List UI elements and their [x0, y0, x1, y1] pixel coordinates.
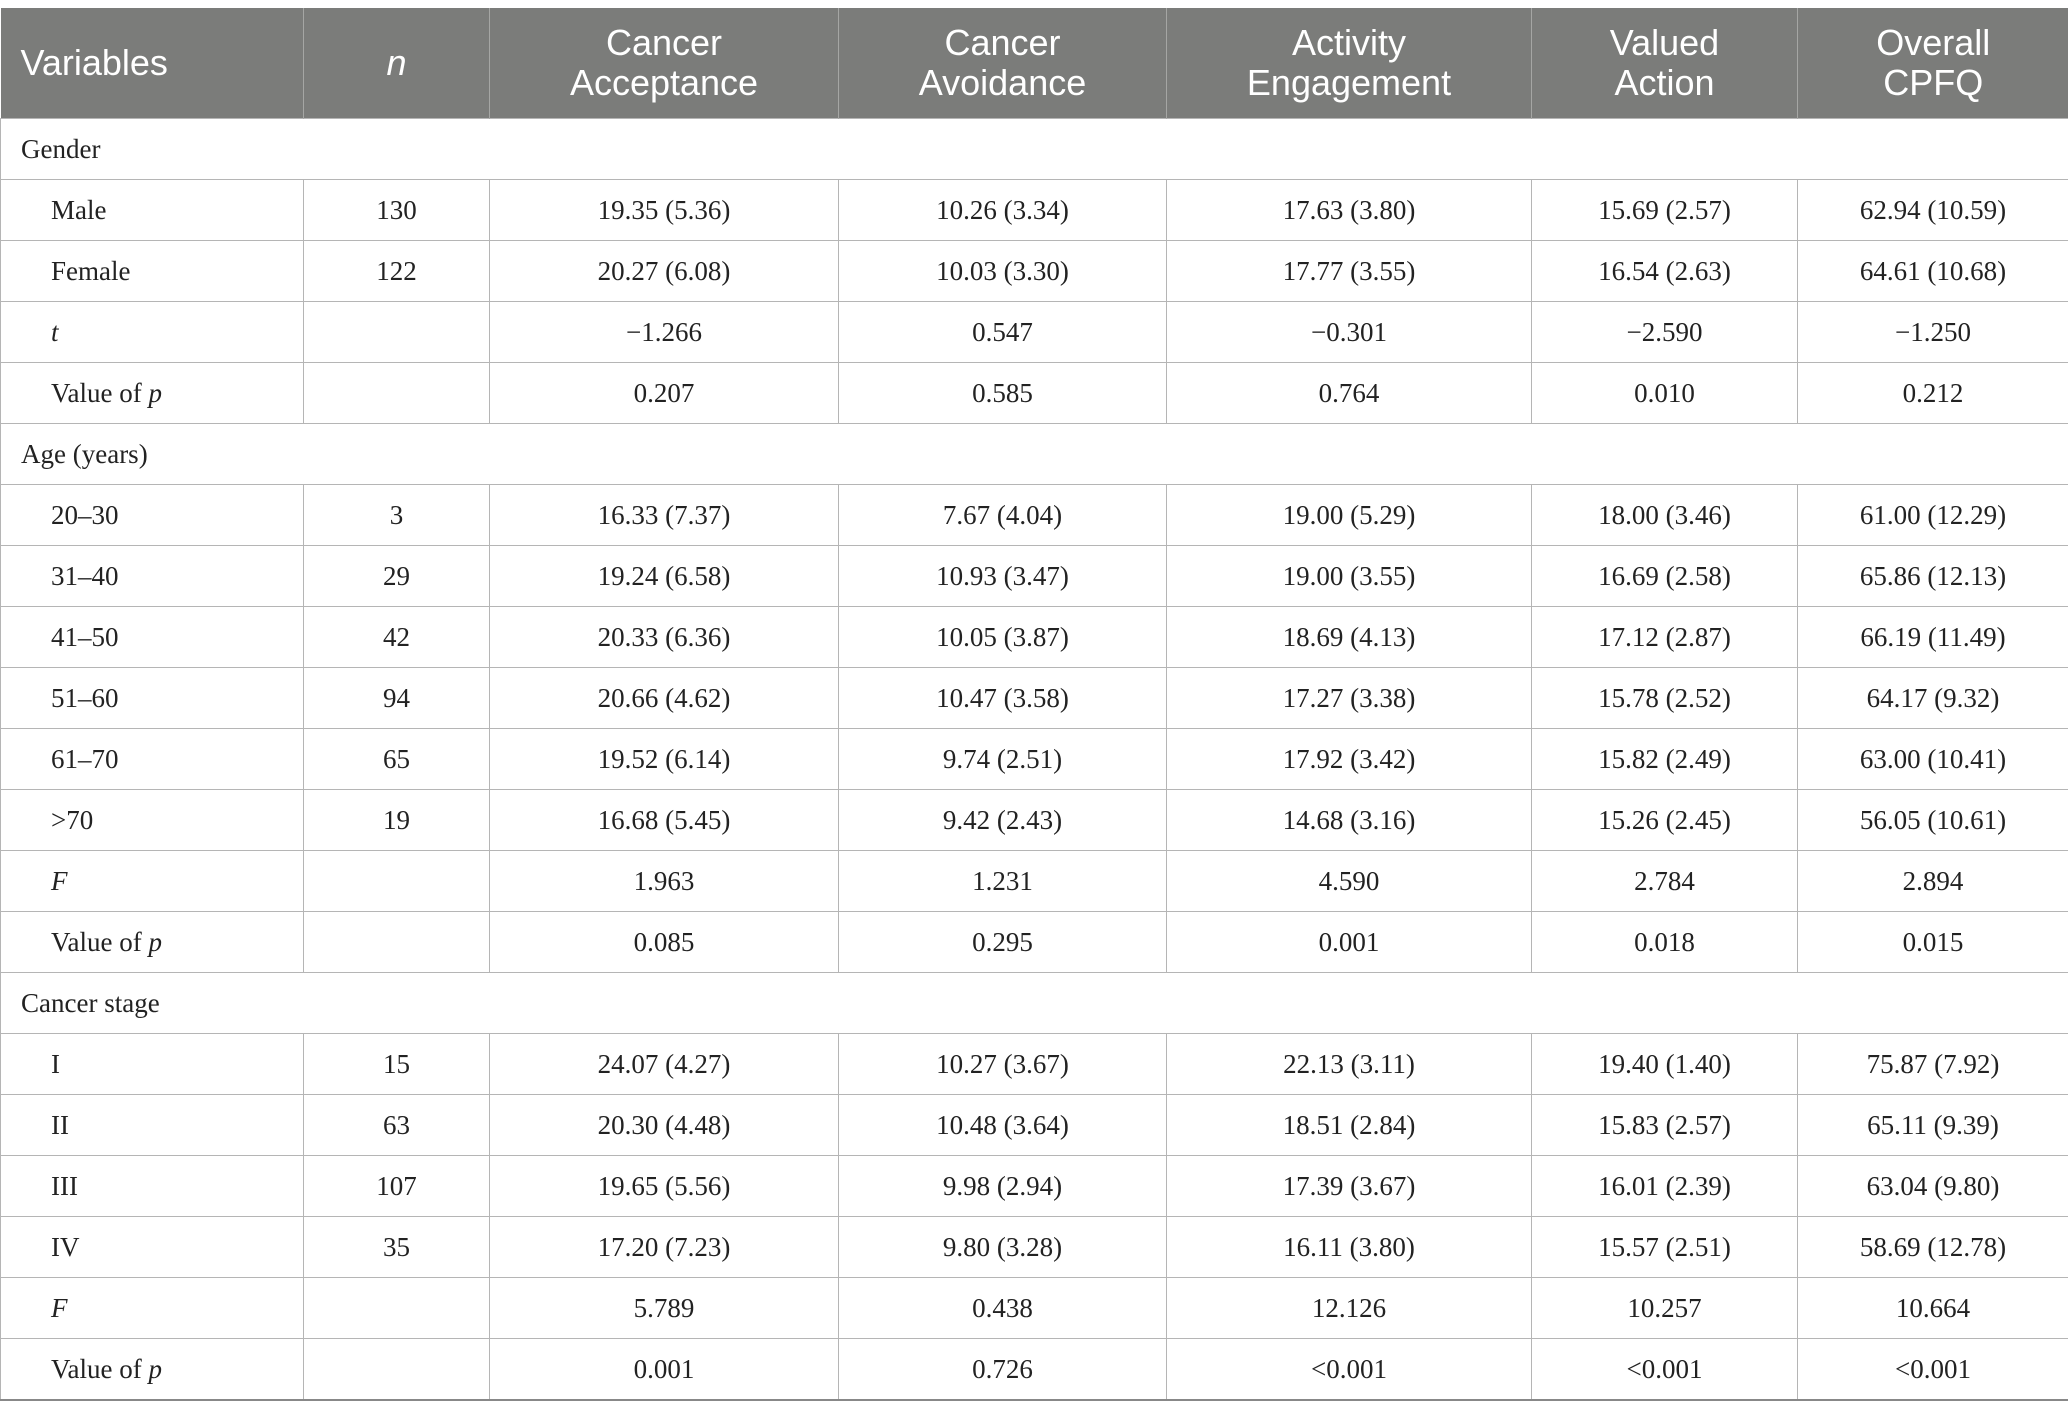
row-label: [1, 790, 304, 851]
cell-activity-engagement: 16.11 (3.80): [1167, 1217, 1532, 1278]
cell-cancer-avoidance: 10.48 (3.64): [839, 1095, 1167, 1156]
cell-cancer-acceptance: 19.35 (5.36): [490, 180, 839, 241]
row-label: [1, 851, 304, 912]
row-label: [1, 180, 304, 241]
cell-cancer-acceptance: 1.963: [490, 851, 839, 912]
cell-valued-action: 16.01 (2.39): [1532, 1156, 1798, 1217]
row-label: [1, 1034, 304, 1095]
table-header: [1, 8, 2068, 119]
cell-cancer-acceptance: −1.266: [490, 302, 839, 363]
cell-cancer-avoidance: 9.42 (2.43): [839, 790, 1167, 851]
cell-activity-engagement: 18.51 (2.84): [1167, 1095, 1532, 1156]
cell-cancer-acceptance: 0.085: [490, 912, 839, 973]
cell-cancer-acceptance: 16.68 (5.45): [490, 790, 839, 851]
cell-cancer-acceptance: 5.789: [490, 1278, 839, 1339]
cell-cancer-acceptance: 17.20 (7.23): [490, 1217, 839, 1278]
cell-cancer-avoidance: 10.93 (3.47): [839, 546, 1167, 607]
table-row: [1, 1156, 2068, 1217]
section-title: Age (years): [1, 424, 2068, 485]
row-label: [1, 912, 304, 973]
row-label-text: I: [51, 1048, 60, 1079]
cell-n: 15: [304, 1034, 490, 1095]
cell-cancer-acceptance: 20.27 (6.08): [490, 241, 839, 302]
section-row: [1, 973, 2068, 1034]
cell-activity-engagement: 0.001: [1167, 912, 1532, 973]
cell-cancer-avoidance: 7.67 (4.04): [839, 485, 1167, 546]
cell-valued-action: 0.018: [1532, 912, 1798, 973]
cell-n: 65: [304, 729, 490, 790]
row-label-suffix: p: [148, 377, 162, 408]
cell-n: [304, 302, 490, 363]
row-label-text: 41–50: [51, 621, 119, 652]
cell-n: [304, 1339, 490, 1401]
cell-valued-action: 17.12 (2.87): [1532, 607, 1798, 668]
cell-n: 35: [304, 1217, 490, 1278]
cell-overall-cpfq: 66.19 (11.49): [1798, 607, 2068, 668]
row-label-suffix: p: [148, 1353, 162, 1384]
section-title: Cancer stage: [1, 973, 2068, 1034]
row-label-text: III: [51, 1170, 78, 1201]
table-row: [1, 1339, 2068, 1401]
cell-activity-engagement: 12.126: [1167, 1278, 1532, 1339]
row-label: [1, 363, 304, 424]
cell-n: 122: [304, 241, 490, 302]
cell-cancer-acceptance: 0.207: [490, 363, 839, 424]
cell-cancer-acceptance: 20.30 (4.48): [490, 1095, 839, 1156]
cell-activity-engagement: 0.764: [1167, 363, 1532, 424]
cell-overall-cpfq: 0.015: [1798, 912, 2068, 973]
cell-cancer-acceptance: 24.07 (4.27): [490, 1034, 839, 1095]
row-label-text: II: [51, 1109, 69, 1140]
cell-overall-cpfq: 63.00 (10.41): [1798, 729, 2068, 790]
row-label-text: F: [51, 865, 68, 896]
section-row: [1, 424, 2068, 485]
cell-overall-cpfq: 64.61 (10.68): [1798, 241, 2068, 302]
cell-overall-cpfq: 65.86 (12.13): [1798, 546, 2068, 607]
cell-overall-cpfq: 75.87 (7.92): [1798, 1034, 2068, 1095]
cell-cancer-avoidance: 10.03 (3.30): [839, 241, 1167, 302]
cell-cancer-avoidance: 10.26 (3.34): [839, 180, 1167, 241]
cell-n: [304, 851, 490, 912]
cell-cancer-acceptance: 19.65 (5.56): [490, 1156, 839, 1217]
cell-cancer-avoidance: 9.80 (3.28): [839, 1217, 1167, 1278]
cell-n: 3: [304, 485, 490, 546]
cell-cancer-avoidance: 1.231: [839, 851, 1167, 912]
cell-activity-engagement: 17.77 (3.55): [1167, 241, 1532, 302]
cell-cancer-avoidance: 9.74 (2.51): [839, 729, 1167, 790]
cell-activity-engagement: 19.00 (5.29): [1167, 485, 1532, 546]
cell-valued-action: 19.40 (1.40): [1532, 1034, 1798, 1095]
table-row: [1, 607, 2068, 668]
cell-overall-cpfq: 10.664: [1798, 1278, 2068, 1339]
row-label-text: 51–60: [51, 682, 119, 713]
cell-cancer-avoidance: 10.47 (3.58): [839, 668, 1167, 729]
cell-cancer-avoidance: 10.27 (3.67): [839, 1034, 1167, 1095]
cell-cancer-avoidance: 0.726: [839, 1339, 1167, 1401]
table-row: [1, 180, 2068, 241]
cell-activity-engagement: 4.590: [1167, 851, 1532, 912]
cell-overall-cpfq: 56.05 (10.61): [1798, 790, 2068, 851]
table-row: [1, 363, 2068, 424]
table-row: [1, 1034, 2068, 1095]
row-label: [1, 1339, 304, 1401]
cell-valued-action: 2.784: [1532, 851, 1798, 912]
row-label-text: IV: [51, 1231, 80, 1262]
cell-valued-action: 15.83 (2.57): [1532, 1095, 1798, 1156]
row-label: [1, 241, 304, 302]
row-label-text: Value of: [51, 1353, 149, 1384]
table-row: [1, 485, 2068, 546]
cell-cancer-avoidance: 9.98 (2.94): [839, 1156, 1167, 1217]
row-label-text: t: [51, 316, 59, 347]
table-row: [1, 790, 2068, 851]
header-activity-engagement: Activity Engagement: [1167, 8, 1532, 119]
table-row: [1, 668, 2068, 729]
table-body: [1, 119, 2068, 1401]
cell-n: 94: [304, 668, 490, 729]
cell-activity-engagement: 17.63 (3.80): [1167, 180, 1532, 241]
cell-overall-cpfq: 65.11 (9.39): [1798, 1095, 2068, 1156]
table-row: [1, 851, 2068, 912]
cell-activity-engagement: 19.00 (3.55): [1167, 546, 1532, 607]
cell-valued-action: 16.54 (2.63): [1532, 241, 1798, 302]
cell-activity-engagement: 14.68 (3.16): [1167, 790, 1532, 851]
cell-overall-cpfq: 0.212: [1798, 363, 2068, 424]
cell-n: 130: [304, 180, 490, 241]
cell-cancer-avoidance: 0.585: [839, 363, 1167, 424]
cell-n: 19: [304, 790, 490, 851]
cell-activity-engagement: 22.13 (3.11): [1167, 1034, 1532, 1095]
section-row: [1, 119, 2068, 180]
table-row: [1, 546, 2068, 607]
header-cancer-avoidance: Cancer Avoidance: [839, 8, 1167, 119]
table-row: [1, 912, 2068, 973]
cell-valued-action: 15.26 (2.45): [1532, 790, 1798, 851]
row-label: [1, 729, 304, 790]
row-label-suffix: p: [148, 926, 162, 957]
table-row: [1, 729, 2068, 790]
cell-overall-cpfq: 58.69 (12.78): [1798, 1217, 2068, 1278]
cell-n: 42: [304, 607, 490, 668]
cell-n: [304, 912, 490, 973]
cell-cancer-avoidance: 0.438: [839, 1278, 1167, 1339]
header-overall-cpfq: Overall CPFQ: [1798, 8, 2068, 119]
cell-activity-engagement: 17.39 (3.67): [1167, 1156, 1532, 1217]
row-label: [1, 485, 304, 546]
cell-valued-action: 0.010: [1532, 363, 1798, 424]
row-label: [1, 546, 304, 607]
header-variables: Variables: [1, 8, 304, 119]
row-label-text: Value of: [51, 926, 149, 957]
cell-valued-action: 10.257: [1532, 1278, 1798, 1339]
header-valued-action: Valued Action: [1532, 8, 1798, 119]
cell-activity-engagement: 17.27 (3.38): [1167, 668, 1532, 729]
cell-activity-engagement: −0.301: [1167, 302, 1532, 363]
cell-overall-cpfq: −1.250: [1798, 302, 2068, 363]
cell-overall-cpfq: 64.17 (9.32): [1798, 668, 2068, 729]
cell-valued-action: <0.001: [1532, 1339, 1798, 1401]
cell-cancer-acceptance: 20.66 (4.62): [490, 668, 839, 729]
header-n: n: [304, 8, 490, 119]
table-row: [1, 1278, 2068, 1339]
table-row: [1, 302, 2068, 363]
cell-cancer-acceptance: 20.33 (6.36): [490, 607, 839, 668]
cell-activity-engagement: 17.92 (3.42): [1167, 729, 1532, 790]
row-label: [1, 668, 304, 729]
cell-valued-action: 18.00 (3.46): [1532, 485, 1798, 546]
table-row: [1, 241, 2068, 302]
cell-activity-engagement: <0.001: [1167, 1339, 1532, 1401]
cell-overall-cpfq: 63.04 (9.80): [1798, 1156, 2068, 1217]
cell-n: [304, 1278, 490, 1339]
row-label-text: Male: [51, 194, 107, 225]
row-label-text: F: [51, 1292, 68, 1323]
cell-valued-action: 15.69 (2.57): [1532, 180, 1798, 241]
cell-valued-action: 16.69 (2.58): [1532, 546, 1798, 607]
cell-cancer-acceptance: 19.24 (6.58): [490, 546, 839, 607]
table-row: [1, 1095, 2068, 1156]
row-label-text: Female: [51, 255, 131, 286]
row-label: [1, 1278, 304, 1339]
cell-n: 63: [304, 1095, 490, 1156]
data-table: [0, 8, 2068, 1401]
cell-valued-action: −2.590: [1532, 302, 1798, 363]
header-row: [1, 8, 2068, 119]
cell-cancer-acceptance: 0.001: [490, 1339, 839, 1401]
row-label-text: 61–70: [51, 743, 119, 774]
cell-activity-engagement: 18.69 (4.13): [1167, 607, 1532, 668]
cell-valued-action: 15.78 (2.52): [1532, 668, 1798, 729]
section-title: Gender: [1, 119, 2068, 180]
cell-cancer-avoidance: 10.05 (3.87): [839, 607, 1167, 668]
cell-overall-cpfq: 62.94 (10.59): [1798, 180, 2068, 241]
table-row: [1, 1217, 2068, 1278]
cell-overall-cpfq: 61.00 (12.29): [1798, 485, 2068, 546]
cell-cancer-acceptance: 19.52 (6.14): [490, 729, 839, 790]
header-cancer-acceptance: Cancer Acceptance: [490, 8, 839, 119]
row-label-text: >70: [51, 804, 94, 835]
cell-valued-action: 15.57 (2.51): [1532, 1217, 1798, 1278]
cell-cancer-avoidance: 0.547: [839, 302, 1167, 363]
row-label: [1, 302, 304, 363]
cell-valued-action: 15.82 (2.49): [1532, 729, 1798, 790]
cell-cancer-avoidance: 0.295: [839, 912, 1167, 973]
cell-cancer-acceptance: 16.33 (7.37): [490, 485, 839, 546]
row-label: [1, 1095, 304, 1156]
cell-overall-cpfq: <0.001: [1798, 1339, 2068, 1401]
row-label-text: Value of: [51, 377, 149, 408]
row-label: [1, 1217, 304, 1278]
cell-n: 29: [304, 546, 490, 607]
row-label: [1, 1156, 304, 1217]
row-label-text: 20–30: [51, 499, 119, 530]
cell-overall-cpfq: 2.894: [1798, 851, 2068, 912]
row-label: [1, 607, 304, 668]
cell-n: [304, 363, 490, 424]
row-label-text: 31–40: [51, 560, 119, 591]
cell-n: 107: [304, 1156, 490, 1217]
